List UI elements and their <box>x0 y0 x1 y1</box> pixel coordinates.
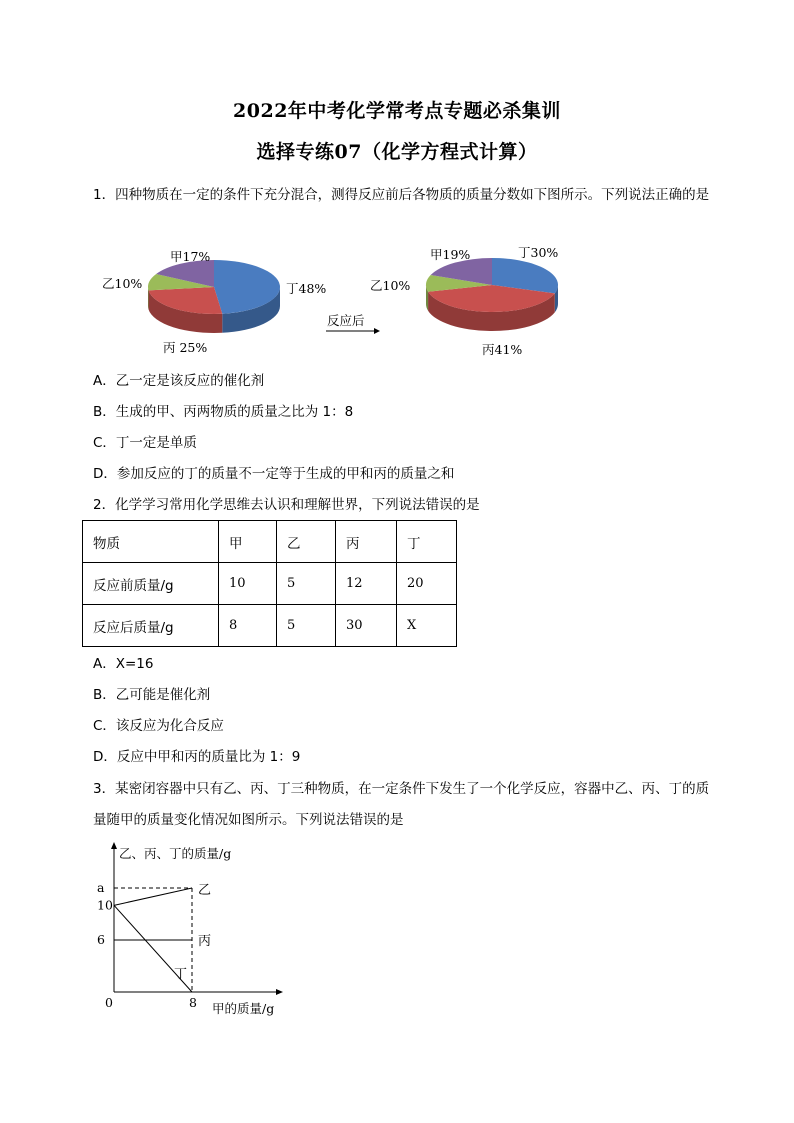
q3-line-chart <box>90 835 310 1025</box>
table-cell: 反应后质量/g <box>83 605 219 647</box>
table-cell: 5 <box>277 563 336 605</box>
table-header-cell: 丁 <box>397 521 457 563</box>
series-label-乙: 乙 <box>198 883 212 898</box>
table-cell: X <box>397 605 457 647</box>
pie-before-label-yi: 乙10% <box>102 276 143 291</box>
q2-data-table <box>82 520 457 647</box>
table-row <box>83 605 457 647</box>
table-cell: 反应前质量/g <box>83 563 219 605</box>
pie-after-label-yi: 乙10% <box>370 278 411 293</box>
table-cell: 12 <box>336 563 397 605</box>
x-axis-label: 甲的质量/g <box>212 1001 275 1016</box>
x-tick-label: 0 <box>105 995 113 1010</box>
series-line-乙 <box>114 888 192 905</box>
y-tick-label: 6 <box>97 932 105 947</box>
q1-option-d: D．参加反应的丁的质量不一定等于生成的甲和丙的质量之和 <box>93 466 455 482</box>
table-cell: 5 <box>277 605 336 647</box>
pie-slice-side-乙 <box>148 287 149 309</box>
y-tick-label: a <box>97 880 105 895</box>
q2-option-b: B．乙可能是催化剂 <box>93 687 211 703</box>
q2-stem: 2．化学学习常用化学思维去认识和理解世界，下列说法错误的是 <box>93 497 480 513</box>
pie-chart-after <box>426 258 558 331</box>
table-cell: 10 <box>219 563 277 605</box>
table-cell: 8 <box>219 605 277 647</box>
q2-option-a: A．X=16 <box>93 656 154 672</box>
pie-after-label-bing: 丙41% <box>482 342 523 357</box>
y-axis-arrow <box>111 842 117 849</box>
reaction-arrow-head <box>374 328 380 334</box>
q1-stem: 1．四种物质在一定的条件下充分混合，测得反应前后各物质的质量分数如下图所示。下列说法正确的是 <box>93 187 710 203</box>
table-header-cell: 乙 <box>277 521 336 563</box>
table-header-cell: 丙 <box>336 521 397 563</box>
pie-after-label-ding: 丁30% <box>518 245 559 260</box>
pie-after-label-jia: 甲19% <box>430 247 471 262</box>
table-header-row <box>83 521 457 563</box>
q1-option-b: B．生成的甲、丙两物质的质量之比为 1：8 <box>93 404 354 420</box>
q1-option-c: C．丁一定是单质 <box>93 435 197 451</box>
table-cell: 20 <box>397 563 457 605</box>
table-header-cell: 甲 <box>219 521 277 563</box>
document-subtitle: 选择专练07（化学方程式计算） <box>256 141 538 163</box>
document-title: 2022年中考化学常考点专题必杀集训 <box>233 100 561 122</box>
reaction-arrow-label: 反应后 <box>327 313 365 328</box>
table-cell: 30 <box>336 605 397 647</box>
q2-option-d: D．反应中甲和丙的质量比为 1：9 <box>93 749 301 765</box>
table-header-cell: 物质 <box>83 521 219 563</box>
y-axis-label: 乙、丙、丁的质量/g <box>119 846 232 861</box>
q2-option-c: C．该反应为化合反应 <box>93 718 224 734</box>
pie-before-label-ding: 丁48% <box>286 281 327 296</box>
x-axis-arrow <box>276 989 283 995</box>
table-row <box>83 563 457 605</box>
pie-chart-before <box>148 260 280 333</box>
x-tick-label: 8 <box>189 995 197 1010</box>
q1-pie-figure <box>90 244 559 362</box>
pie-before-label-bing: 丙 25% <box>163 340 208 355</box>
series-label-丁: 丁 <box>174 966 188 982</box>
q1-option-a: A．乙一定是该反应的催化剂 <box>93 373 265 389</box>
series-label-丙: 丙 <box>198 934 212 949</box>
q3-stem: 3．某密闭容器中只有乙、丙、丁三种物质，在一定条件下发生了一个化学反应，容器中乙、丙、丁的质量随甲的质量变化情况如图所示。下列说法错误的是 <box>93 781 710 828</box>
pie-before-label-jia: 甲17% <box>170 249 211 264</box>
y-tick-label: 10 <box>97 897 113 913</box>
